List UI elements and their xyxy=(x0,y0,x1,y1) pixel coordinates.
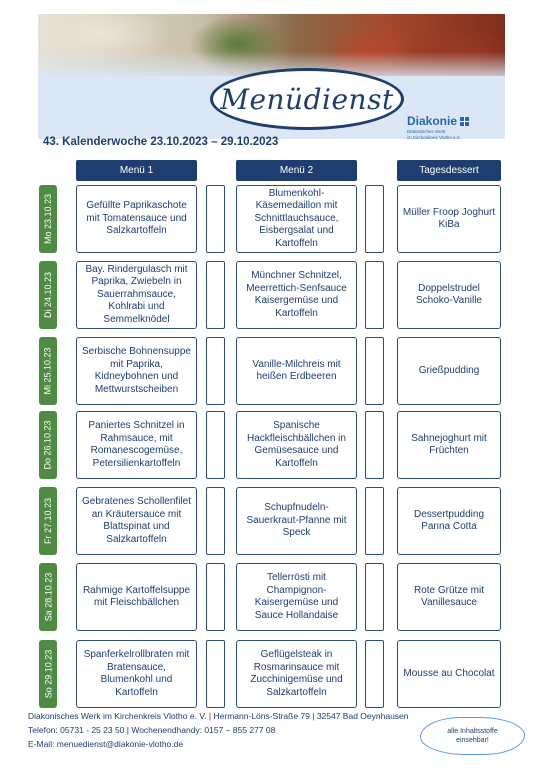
footer-phone: Telefon: 05731 - 25 23 50 | Wochenendhandy: 0157 – 855 277 08 xyxy=(28,725,276,735)
menu2-cell: Tellerrösti mit Champignon-Kaisergemüse und Sauce Hollandaise xyxy=(236,563,357,631)
menu1-checkbox[interactable] xyxy=(206,261,225,329)
menu1-cell: Spanferkelrollbraten mit Bratensauce, Blumenkohl und Kartoffeln xyxy=(76,640,197,708)
dessert-cell: Müller Froop Joghurt KiBa xyxy=(397,185,501,253)
column-header-menu1: Menü 1 xyxy=(76,160,197,181)
dessert-cell: Sahnejoghurt mit Früchten xyxy=(397,411,501,479)
menu1-checkbox[interactable] xyxy=(206,185,225,253)
menu1-cell: Paniertes Schnitzel in Rahmsauce, mit Romanescogemüse, Petersilienkartoffeln xyxy=(76,411,197,479)
day-label: Mi 25.10.23 xyxy=(39,337,57,405)
day-label: Sa 28.10.23 xyxy=(39,563,57,631)
menu1-checkbox[interactable] xyxy=(206,487,225,555)
menu1-checkbox[interactable] xyxy=(206,337,225,405)
menu2-checkbox[interactable] xyxy=(365,337,384,405)
menu1-cell: Bay. Rindergulasch mit Paprika, Zwiebeln in Sauerrahmsauce, Kohlrabi und Semmelknödel xyxy=(76,261,197,329)
menu1-cell: Gebratenes Schollenfilet an Kräutersauce mit Blattspinat und Salzkartoffeln xyxy=(76,487,197,555)
dessert-cell: Doppelstrudel Schoko-Vanille xyxy=(397,261,501,329)
menu1-checkbox[interactable] xyxy=(206,640,225,708)
ingredients-note: alle Inhaltsstoffe einsehbar! xyxy=(420,717,525,755)
menu1-cell: Rahmige Kartoffelsuppe mit Fleischbällchen xyxy=(76,563,197,631)
dessert-cell: Mousse au Chocolat xyxy=(397,640,501,708)
menu2-checkbox[interactable] xyxy=(365,411,384,479)
cross-icon xyxy=(460,117,469,126)
footer-email: E-Mail: menuedienst@diakonie-vlotho.de xyxy=(28,739,184,749)
menu2-cell: Spanische Hackfleischbällchen in Gemüsesauce und Kartoffeln xyxy=(236,411,357,479)
diakonie-logo: Diakonie Diakonisches Werk im Kirchenkreis Vlotho e.V. xyxy=(407,114,469,140)
menu2-cell: Geflügelsteak in Rosmarinsauce mit Zucchinigemüse und Salzkartoffeln xyxy=(236,640,357,708)
menu1-checkbox[interactable] xyxy=(206,563,225,631)
menu1-cell: Gefüllte Paprikaschote mit Tomatensauce und Salzkartoffeln xyxy=(76,185,197,253)
page-title: Menüdienst xyxy=(220,82,394,116)
column-header-menu2: Menü 2 xyxy=(236,160,357,181)
week-label: 43. Kalenderwoche 23.10.2023 – 29.10.2023 xyxy=(43,136,279,148)
menu2-cell: Schupfnudeln-Sauerkraut-Pfanne mit Speck xyxy=(236,487,357,555)
menu1-checkbox[interactable] xyxy=(206,411,225,479)
menu2-cell: Blumenkohl-Käsemedaillon mit Schnittlauchsauce, Eisbergsalat und Kartoffeln xyxy=(236,185,357,253)
dessert-cell: Grießpudding xyxy=(397,337,501,405)
day-label: Do 26.10.23 xyxy=(39,411,57,479)
dessert-cell: Rote Grütze mit Vanillesauce xyxy=(397,563,501,631)
menu2-checkbox[interactable] xyxy=(365,563,384,631)
menu2-checkbox[interactable] xyxy=(365,487,384,555)
footer-address: Diakonisches Werk im Kirchenkreis Vlotho e. V. | Hermann-Löns-Straße 79 | 32547 Bad Oeynhausen xyxy=(28,711,409,721)
day-label: Di 24.10.23 xyxy=(39,261,57,329)
day-label: So 29.10.23 xyxy=(39,640,57,708)
menu2-checkbox[interactable] xyxy=(365,640,384,708)
menu2-cell: Münchner Schnitzel, Meerrettich-Senfsauce Kaisergemüse und Kartoffeln xyxy=(236,261,357,329)
column-header-dessert: Tagesdessert xyxy=(397,160,501,181)
day-label: Mo 23.10.23 xyxy=(39,185,57,253)
menu2-checkbox[interactable] xyxy=(365,261,384,329)
menu1-cell: Serbische Bohnensuppe mit Paprika, Kidneybohnen und Mettwurstscheiben xyxy=(76,337,197,405)
dessert-cell: Dessertpudding Panna Cotta xyxy=(397,487,501,555)
day-label: Fr 27.10.23 xyxy=(39,487,57,555)
title-oval xyxy=(210,68,404,130)
menu2-cell: Vanille-Milchreis mit heißen Erdbeeren xyxy=(236,337,357,405)
menu2-checkbox[interactable] xyxy=(365,185,384,253)
